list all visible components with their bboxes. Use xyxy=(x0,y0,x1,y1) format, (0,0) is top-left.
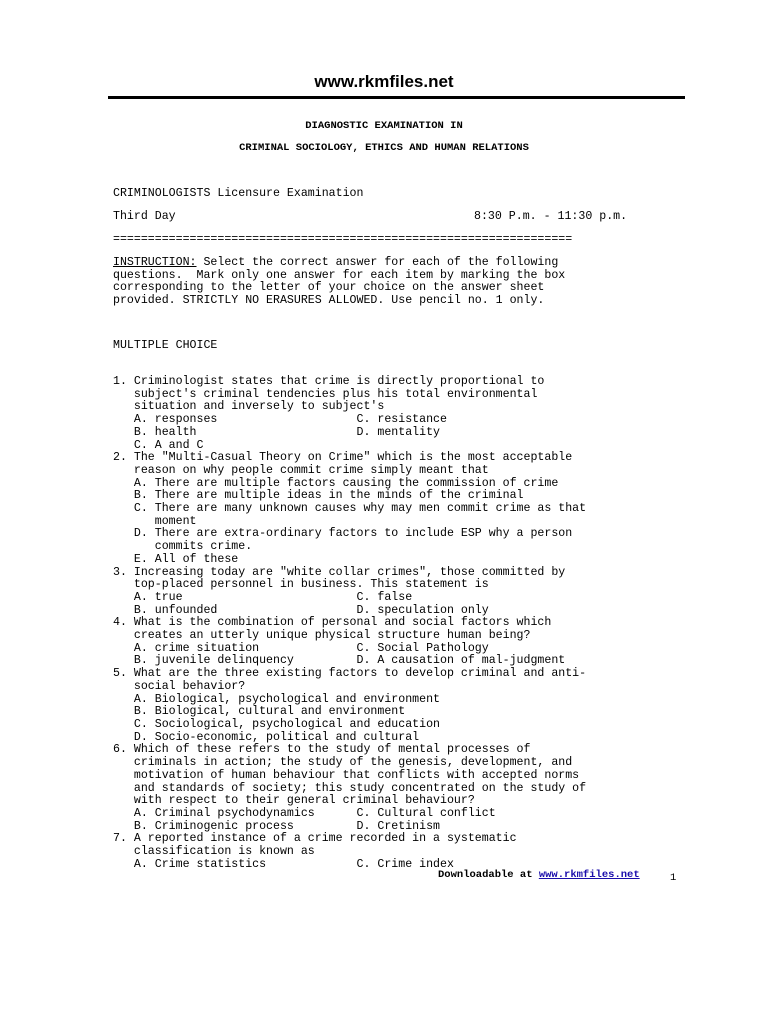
site-header: www.rkmfiles.net xyxy=(314,72,454,91)
question-line: A. Biological, psychological and environment xyxy=(113,692,440,706)
questions-block xyxy=(113,376,586,871)
question-line: A. Criminal psychodynamics C. Cultural conflict xyxy=(113,806,496,820)
question-line: 5. What are the three existing factors to develop criminal and anti- xyxy=(113,667,587,681)
exam-name: CRIMINOLOGISTS Licensure Examination xyxy=(113,187,364,200)
question-line: B. Criminogenic process D. Cretinism xyxy=(113,819,440,833)
question-line: commits crime. xyxy=(113,540,253,554)
question-line: motivation of human behaviour that conflicts with accepted norms xyxy=(113,768,580,782)
question-line: 3. Increasing today are "white collar crimes", those committed by xyxy=(113,565,566,579)
question-line: A. There are multiple factors causing the commission of crime xyxy=(113,476,559,490)
question-line: creates an utterly unique physical structure human being? xyxy=(113,629,531,643)
question-line: social behavior? xyxy=(113,679,246,693)
question-line: reason on why people commit crime simply meant that xyxy=(113,463,489,477)
question-line: D. There are extra-ordinary factors to include ESP why a person xyxy=(113,527,573,541)
question-line: subject's criminal tendencies plus his total environmental xyxy=(113,387,538,401)
instruction-line4: provided. STRICTLY NO ERASURES ALLOWED. Use pencil no. 1 only. xyxy=(113,294,545,308)
question-line: B. health D. mentality xyxy=(113,425,440,439)
question-line: B. juvenile delinquency D. A causation of mal-judgment xyxy=(113,654,566,668)
question-line: 6. Which of these refers to the study of mental processes of xyxy=(113,743,531,757)
question-line: and standards of society; this study concentrated on the study of xyxy=(113,781,587,795)
exam-time: 8:30 P.m. - 11:30 p.m. xyxy=(474,210,628,223)
question-line: 7. A reported instance of a crime recorded in a systematic xyxy=(113,832,517,846)
footer-link[interactable]: www.rkmfiles.net xyxy=(538,869,640,881)
question-line: top-placed personnel in business. This statement is xyxy=(113,578,489,592)
question-line: A. true C. false xyxy=(113,590,413,604)
question-line: A. crime situation C. Social Pathology xyxy=(113,641,489,655)
question-line: C. Sociological, psychological and education xyxy=(113,717,440,731)
question-line: with respect to their general criminal behaviour? xyxy=(113,794,475,808)
question-line: D. Socio-economic, political and cultural xyxy=(113,730,420,744)
exam-title-line2: CRIMINAL SOCIOLOGY, ETHICS AND HUMAN RELATIONS xyxy=(239,142,529,154)
instruction-line3: corresponding to the letter of your choice on the answer sheet xyxy=(113,281,545,295)
question-line: moment xyxy=(113,514,197,528)
instruction-label: INSTRUCTION: xyxy=(113,256,197,269)
question-line: B. unfounded D. speculation only xyxy=(113,603,489,617)
footer-prefix: Downloadable at xyxy=(438,869,539,881)
question-line: C. A and C xyxy=(113,438,204,452)
question-line: A. Crime statistics C. Crime index xyxy=(113,857,454,871)
header-rule xyxy=(108,96,685,99)
question-line: criminals in action; the study of the genesis, development, and xyxy=(113,756,573,770)
separator-line: ================================================================== xyxy=(113,233,573,246)
question-line: situation and inversely to subject's xyxy=(113,400,385,414)
question-line: 1. Criminologist states that crime is directly proportional to xyxy=(113,375,545,388)
question-line: A. responses C. resistance xyxy=(113,413,447,427)
question-line: 2. The "Multi-Casual Theory on Crime" which is the most acceptable xyxy=(113,451,573,465)
question-line: B. There are multiple ideas in the minds of the criminal xyxy=(113,489,524,503)
question-line: B. Biological, cultural and environment xyxy=(113,705,406,719)
instruction-block xyxy=(113,257,558,270)
section-heading: MULTIPLE CHOICE xyxy=(113,339,218,352)
question-line: E. All of these xyxy=(113,552,239,566)
page-number: 1 xyxy=(670,872,677,884)
instruction-line1: Select the correct answer for each of the following xyxy=(196,256,559,269)
exam-day: Third Day xyxy=(113,210,176,223)
footer xyxy=(438,869,640,881)
question-line: 4. What is the combination of personal and social factors which xyxy=(113,616,552,630)
instruction-line2: questions. Mark only one answer for each item by marking the box xyxy=(113,268,566,282)
question-line: classification is known as xyxy=(113,845,315,859)
exam-title-line1: DIAGNOSTIC EXAMINATION IN xyxy=(305,120,463,132)
question-line: C. There are many unknown causes why may men commit crime as that xyxy=(113,502,587,516)
